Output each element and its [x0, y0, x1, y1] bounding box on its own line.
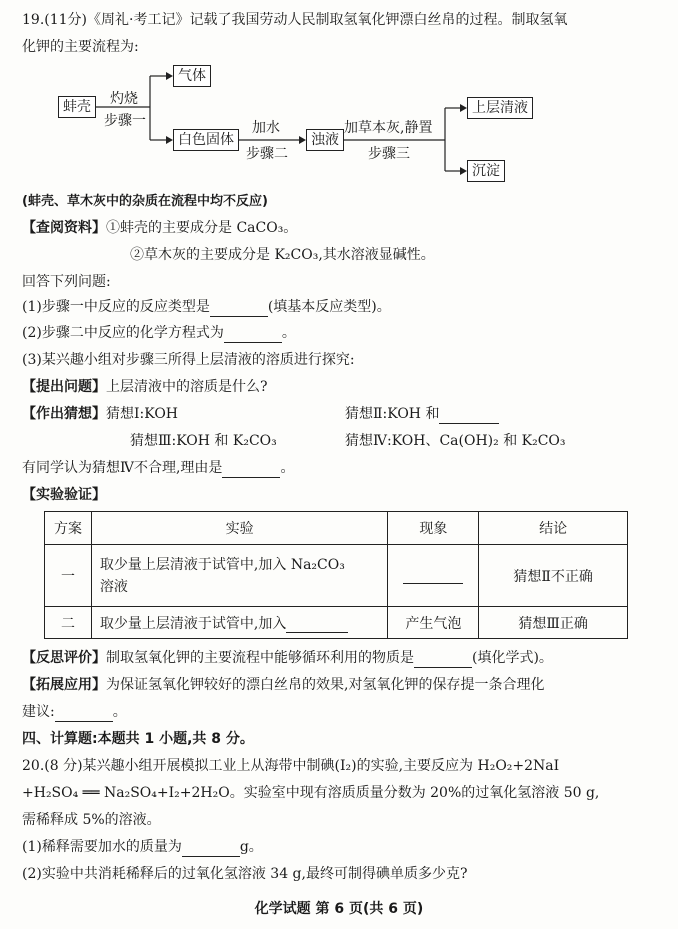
- sub-question-1-text: (1)步骤一中反应的反应类型是: [22, 299, 210, 315]
- conclusion-cell: 猜想Ⅱ不正确: [479, 545, 628, 607]
- answer-blank[interactable]: [439, 423, 499, 424]
- flow-note: (蚌壳、草木灰中的杂质在流程中均不反应): [22, 194, 268, 209]
- unreasonable-reason: [22, 458, 294, 478]
- flow-step3-label: 步骤三: [368, 146, 410, 162]
- application-text: 为保证氢氧化钾较好的漂白丝帛的效果,对氢氧化钾的保存提一条合理化: [106, 677, 545, 693]
- answer-blank[interactable]: [222, 477, 280, 478]
- hypothesis-tag: 【作出猜想】: [22, 406, 106, 422]
- application-suffix: 。: [112, 704, 127, 720]
- flow-supernatant-box: 上层清液: [467, 97, 533, 119]
- experiment-text: 取少量上层清液于试管中,加入 Na₂CO₃: [99, 556, 345, 573]
- hypothesis-4: 猜想Ⅳ:KOH、Ca(OH)₂ 和 K₂CO₃: [345, 433, 566, 449]
- sub-question-2-suffix: 。: [281, 325, 296, 341]
- flow-calcine-label: 灼烧: [110, 91, 138, 107]
- plan-cell: 二: [45, 607, 92, 639]
- sub-question-1: [22, 297, 391, 317]
- table-header: 现象: [388, 512, 479, 545]
- reference-tag: 【查阅资料】: [22, 220, 106, 236]
- flow-add-water-label: 加水: [252, 120, 280, 136]
- q19-line1: 19.(11分)《周礼·考工记》记载了我国劳动人民制取氢氧化钾漂白丝帛的过程。制取氢氧: [22, 12, 568, 28]
- raise-question-text: 上层清液中的溶质是什么?: [106, 379, 268, 395]
- hypothesis-1: 猜想Ⅰ:KOH: [106, 406, 179, 422]
- experiment-cell: [91, 607, 387, 639]
- unreasonable-text: 有同学认为猜想Ⅳ不合理,理由是: [22, 460, 223, 476]
- answer-intro: 回答下列问题:: [22, 274, 111, 290]
- q19-line2: 化钾的主要流程为:: [22, 39, 139, 55]
- experiment-table: [44, 511, 628, 639]
- answer-blank[interactable]: [210, 316, 268, 317]
- flow-arrows: [0, 0, 678, 200]
- sub-question-2: [22, 323, 296, 343]
- reflection-text: 制取氢氧化钾的主要流程中能够循环利用的物质是: [106, 650, 414, 666]
- sub-question-1-suffix: (填基本反应类型)。: [267, 299, 391, 315]
- flow-gas-box: 气体: [173, 65, 211, 87]
- phenomenon-cell: [388, 545, 479, 607]
- hypothesis-2: 猜想Ⅱ:KOH 和: [345, 406, 440, 422]
- reference-2: ②草木灰的主要成分是 K₂CO₃,其水溶液显碱性。: [130, 247, 435, 263]
- q20-line3: 需稀释成 5%的溶液。: [22, 812, 161, 828]
- application-suggestion-label: 建议:: [22, 704, 55, 720]
- answer-blank[interactable]: [182, 856, 240, 857]
- plan-cell: 一: [45, 545, 92, 607]
- table-header: 方案: [45, 512, 92, 545]
- q20-sub-question-1: [22, 837, 263, 857]
- experiment-text: 取少量上层清液于试管中,加入: [99, 615, 287, 632]
- sub-question-2-text: (2)步骤二中反应的化学方程式为: [22, 325, 224, 341]
- reference-1-text: ①蚌壳的主要成分是 CaCO₃。: [106, 220, 298, 236]
- application-line2: [22, 702, 127, 722]
- answer-blank[interactable]: [414, 667, 472, 668]
- raise-question: [22, 377, 268, 397]
- answer-blank[interactable]: [224, 342, 282, 343]
- table-header-row: [45, 512, 628, 545]
- flow-add-ash-label: 加草本灰,静置: [344, 120, 433, 136]
- hypothesis-2-line: [345, 404, 499, 424]
- answer-blank[interactable]: [55, 721, 113, 722]
- q20-line1: 20.(8 分)某兴趣小组开展模拟工业上从海带中制碘(I₂)的实验,主要反应为 H₂O₂+2NaI: [22, 758, 560, 774]
- table-row: [45, 545, 628, 607]
- flow-step1-label: 步骤一: [104, 113, 146, 129]
- experiment-text: 溶液: [99, 578, 128, 595]
- hypothesis-3: 猜想Ⅲ:KOH 和 K₂CO₃: [130, 433, 277, 449]
- flow-shell-box: 蚌壳: [58, 96, 96, 118]
- reference-1: [22, 218, 297, 238]
- conclusion-cell: 猜想Ⅲ正确: [479, 607, 628, 639]
- q20-sub-question-1-unit: g。: [239, 839, 263, 855]
- reflection: [22, 648, 553, 668]
- flow-white-solid-box: 白色固体: [173, 129, 239, 151]
- reflection-tag: 【反思评价】: [22, 650, 106, 666]
- phenomenon-cell: 产生气泡: [388, 607, 479, 639]
- application: [22, 675, 544, 695]
- application-tag: 【拓展应用】: [22, 677, 106, 693]
- raise-question-tag: 【提出问题】: [22, 379, 106, 395]
- q20-sub-question-2: (2)实验中共消耗稀释后的过氧化氢溶液 34 g,最终可制得碘单质多少克?: [22, 866, 468, 882]
- table-header: 结论: [479, 512, 628, 545]
- flow-turbid-box: 浊液: [306, 129, 344, 151]
- q20-sub-question-1-text: (1)稀释需要加水的质量为: [22, 839, 182, 855]
- answer-blank[interactable]: [286, 632, 348, 633]
- answer-blank[interactable]: [403, 583, 463, 584]
- table-row: [45, 607, 628, 639]
- unreasonable-suffix: 。: [280, 460, 295, 476]
- q20-line2: +H₂SO₄ ══ Na₂SO₄+I₂+2H₂O。实验室中现有溶质质量分数为 20%的过氧化氢溶液 50 g,: [22, 785, 600, 801]
- reflection-suffix: (填化学式)。: [472, 650, 553, 666]
- experiment-cell: [91, 545, 387, 607]
- flow-precipitate-box: 沉淀: [467, 160, 505, 182]
- section-4-heading: 四、计算题:本题共 1 小题,共 8 分。: [22, 731, 254, 747]
- verify-tag: 【实验验证】: [22, 487, 106, 503]
- hypothesis-row-1: [22, 404, 178, 424]
- page-footer: 化学试题 第 6 页(共 6 页): [254, 901, 424, 917]
- table-header: 实验: [91, 512, 387, 545]
- flow-step2-label: 步骤二: [246, 146, 288, 162]
- sub-question-3: (3)某兴趣小组对步骤三所得上层清液的溶质进行探究:: [22, 352, 355, 368]
